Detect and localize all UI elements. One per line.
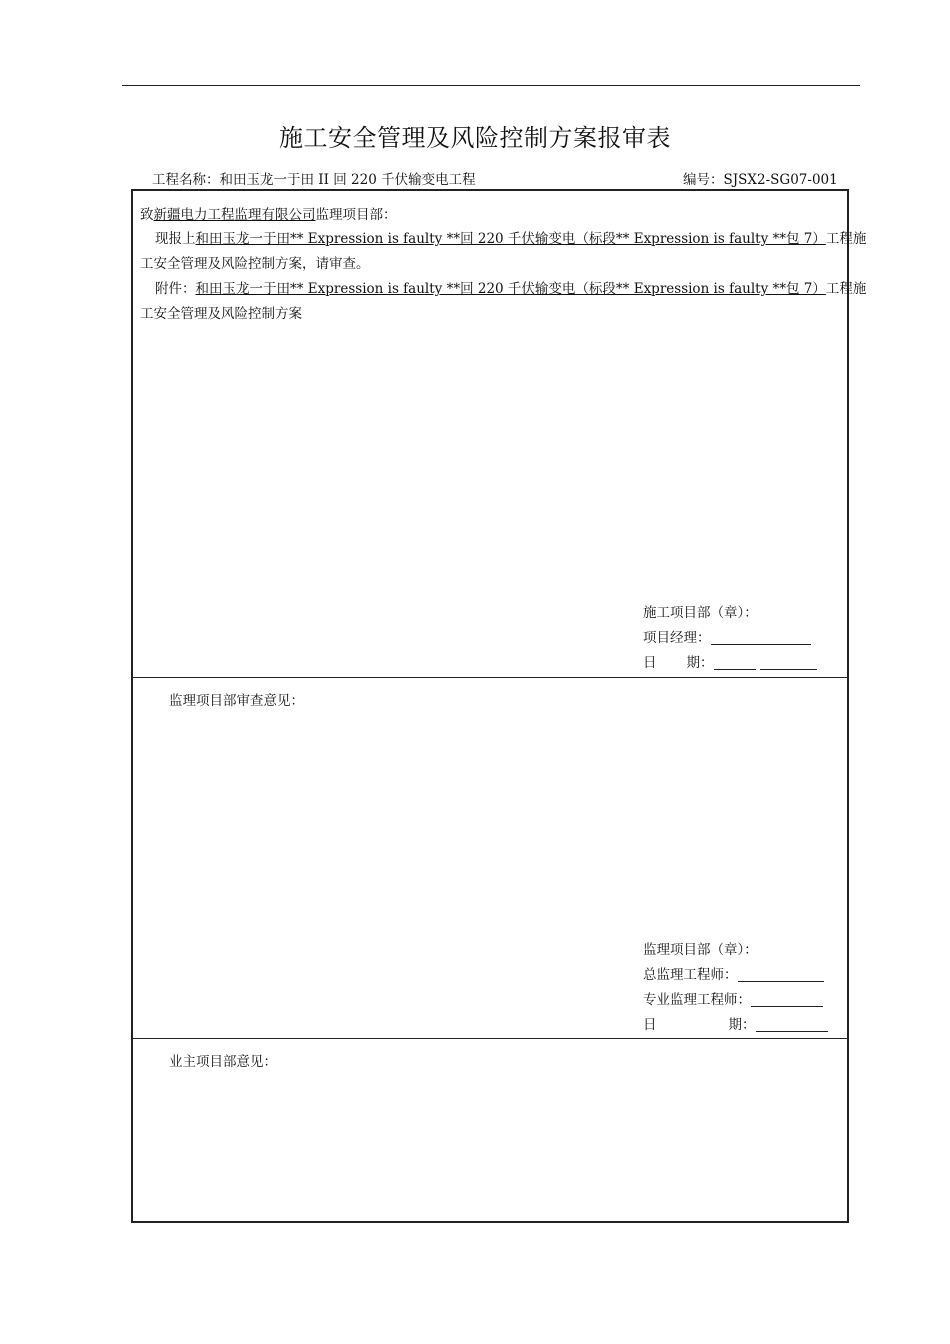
form-code-field	[683, 168, 838, 188]
date-label-b: 期：	[686, 655, 714, 671]
signature-blank	[751, 992, 823, 1007]
addressee-line	[140, 203, 397, 223]
owner-opinion-section	[133, 1038, 847, 1221]
chief-supervisor-label: 总监理工程师：	[643, 967, 738, 983]
project-manager-signature	[643, 626, 811, 646]
attachment-suffix: 工程施	[825, 281, 867, 297]
date-label-b: 期：	[728, 1017, 756, 1033]
project-name-label: 工程名称：	[152, 172, 220, 188]
attachment-project: 和田玉龙一于田** Expression is faulty **回 220 千伏输变电（标段** Expression is faulty **包 7）	[195, 281, 826, 297]
contractor-date-field	[643, 651, 817, 671]
top-rule	[122, 85, 860, 86]
form-code-label: 编号：	[683, 172, 724, 188]
specialist-supervisor-label: 专业监理工程师：	[643, 992, 751, 1008]
addressee-org: 新疆电力工程监理有限公司	[153, 207, 316, 223]
contractor-seal-label: 施工项目部（章）：	[643, 605, 758, 621]
contractor-submission-section	[133, 191, 867, 678]
report-project: 和田玉龙一于田** Expression is faulty **回 220 千伏输变电（标段** Expression is faulty **包 7）	[195, 231, 826, 247]
date-label-a: 日	[643, 1017, 657, 1033]
date-blank	[714, 655, 756, 670]
owner-opinion-heading: 业主项目部意见：	[169, 1054, 277, 1070]
report-line	[155, 227, 866, 247]
report-prefix: 现报上	[155, 231, 196, 247]
form-code-value: SJSX2-SG07-001	[723, 172, 838, 188]
specialist-supervisor-signature	[643, 988, 823, 1008]
attachment-line	[155, 277, 866, 297]
attachment-line-2: 工安全管理及风险控制方案	[140, 306, 302, 322]
supervisor-seal-label: 监理项目部（章）：	[643, 942, 758, 958]
page-title: 施工安全管理及风险控制方案报审表	[279, 124, 671, 152]
project-manager-label: 项目经理：	[643, 630, 711, 646]
supervisor-review-section	[133, 677, 847, 1039]
report-suffix: 工程施	[825, 231, 867, 247]
signature-blank	[711, 630, 811, 645]
report-line-2: 工安全管理及风险控制方案，请审查。	[140, 256, 370, 272]
signature-blank	[738, 967, 824, 982]
addressee-suffix: 监理项目部：	[315, 207, 397, 223]
date-label-a: 日	[643, 655, 657, 671]
addressee-prefix: 致	[140, 207, 154, 223]
chief-supervisor-signature	[643, 963, 824, 983]
supervisor-review-heading: 监理项目部审查意见：	[169, 693, 304, 709]
project-name-field	[152, 168, 476, 188]
attachment-prefix: 附件：	[155, 281, 196, 297]
form-table	[131, 189, 867, 1223]
date-blank	[760, 655, 817, 670]
supervisor-date-field	[643, 1013, 828, 1033]
project-name-value: 和田玉龙一于田 II 回 220 千伏输变电工程	[219, 172, 476, 188]
date-blank	[756, 1017, 828, 1032]
